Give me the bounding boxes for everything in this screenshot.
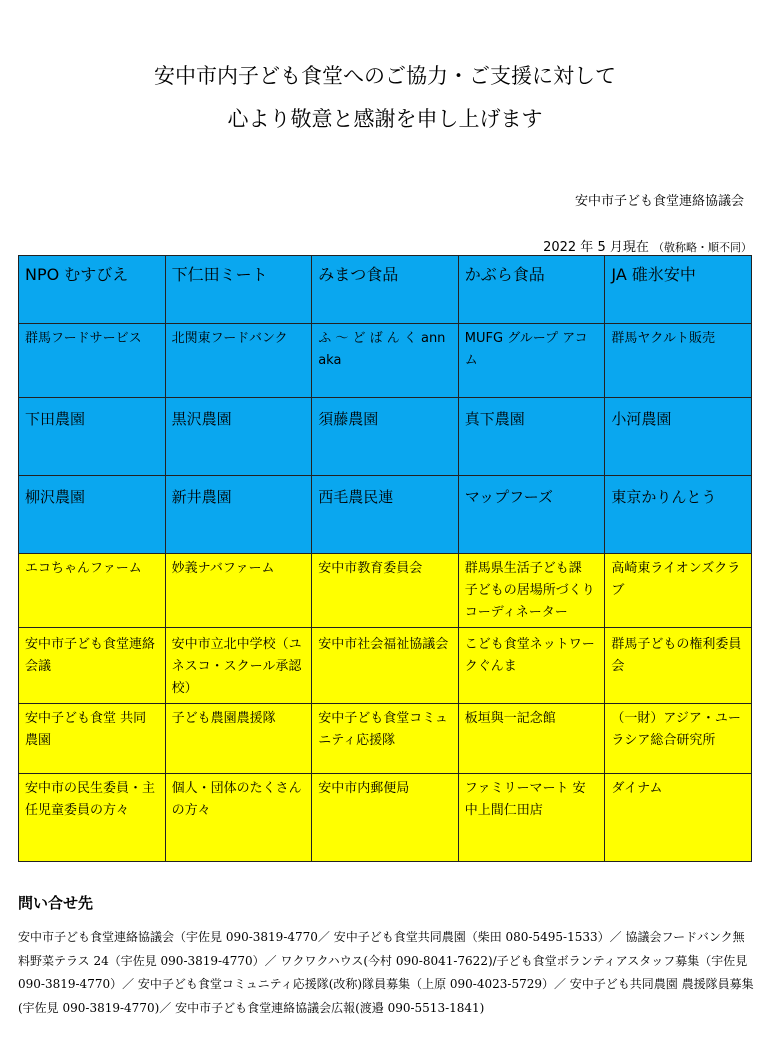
supporters-table xyxy=(18,255,752,862)
table-cell: 下田農園 xyxy=(19,398,166,476)
table-cell: 安中市内郵便局 xyxy=(312,774,459,862)
table-cell: 群馬フードサービス xyxy=(19,324,166,398)
table-cell: 黒沢農園 xyxy=(165,398,312,476)
table-row xyxy=(19,324,752,398)
table-cell: 安中市の民生委員・主任児童委員の方々 xyxy=(19,774,166,862)
table-cell: JA 碓氷安中 xyxy=(605,256,752,324)
table-cell: 群馬県生活子ども課 子どもの居場所づくりコーディネーター xyxy=(458,554,605,628)
contact-text: 安中市子ども食堂連絡協議会（宇佐見 090-3819-4770／ 安中子ども食堂共同農園（柴田 080-5495-1533）／ 協議会フードバンク無料野菜テラス 24（宇佐見 090-3819-4770）／ ワクワクハウス(今村 090-8041-7622)/子ども食堂ボランティアスタッフ募集（宇佐見 090-3819-4770）／ 安中子ども食堂コミュニティ応援隊(改称)隊員募集（上原 090-4023-5729）／ 安中子ども共同農園 農援隊員募集(宇佐見 090-3819-4770)／ 安中市子ども食堂連絡協議会広報(渡邉 090-5513-1841) xyxy=(18,930,754,1015)
date-line xyxy=(543,236,752,255)
table-cell: 新井農園 xyxy=(165,476,312,554)
date-text: 2022 年 5 月現在 xyxy=(543,240,649,255)
table-cell: ふ ～ ど ば ん く annaka xyxy=(312,324,459,398)
table-cell: 板垣與一記念館 xyxy=(458,704,605,774)
table-cell: 安中子ども食堂コミュニティ応援隊 xyxy=(312,704,459,774)
organization-name: 安中市子ども食堂連絡協議会 xyxy=(574,194,744,209)
table-cell: 真下農園 xyxy=(458,398,605,476)
table-cell: MUFG グループ アコム xyxy=(458,324,605,398)
table-cell: 下仁田ミート xyxy=(165,256,312,324)
table-cell: 安中子ども食堂 共同農園 xyxy=(19,704,166,774)
table-cell: マップフーズ xyxy=(458,476,605,554)
table-cell: NPO むすびえ xyxy=(19,256,166,324)
table-cell: 小河農園 xyxy=(605,398,752,476)
table-row xyxy=(19,628,752,704)
table-cell: 子ども農園農援隊 xyxy=(165,704,312,774)
table-cell: 東京かりんとう xyxy=(605,476,752,554)
table-cell: 柳沢農園 xyxy=(19,476,166,554)
title-line-1: 安中市内子ども食堂へのご協力・ご支援に対して xyxy=(154,64,616,88)
contact-heading: 問い合せ先 xyxy=(18,894,94,912)
table-cell: 安中市教育委員会 xyxy=(312,554,459,628)
table-row xyxy=(19,398,752,476)
table-cell: 安中市立北中学校（ユネスコ・スクール承認校） xyxy=(165,628,312,704)
table-cell: 高崎東ライオンズクラブ xyxy=(605,554,752,628)
table-cell: こども食堂ネットワークぐんま xyxy=(458,628,605,704)
table-row xyxy=(19,704,752,774)
table-cell: 安中市子ども食堂連絡会議 xyxy=(19,628,166,704)
title-line-2: 心より敬意と感謝を申し上げます xyxy=(227,107,543,131)
date-note: （敬称略・順不同） xyxy=(653,241,752,254)
table-cell: エコちゃんファーム xyxy=(19,554,166,628)
table-cell: （一財）アジア・ユーラシア総合研究所 xyxy=(605,704,752,774)
table-cell: 妙義ナバファーム xyxy=(165,554,312,628)
table-cell: 安中市社会福祉協議会 xyxy=(312,628,459,704)
table-row xyxy=(19,774,752,862)
table-cell: 群馬ヤクルト販売 xyxy=(605,324,752,398)
table-cell: 西毛農民連 xyxy=(312,476,459,554)
table-row xyxy=(19,256,752,324)
table-cell: ダイナム xyxy=(605,774,752,862)
table-row xyxy=(19,554,752,628)
table-cell: かぶら食品 xyxy=(458,256,605,324)
table-cell: 個人・団体のたくさんの方々 xyxy=(165,774,312,862)
table-cell: 群馬子どもの権利委員会 xyxy=(605,628,752,704)
table-cell: 須藤農園 xyxy=(312,398,459,476)
table-cell: 北関東フードバンク xyxy=(165,324,312,398)
table-cell: みまつ食品 xyxy=(312,256,459,324)
table-row xyxy=(19,476,752,554)
table-cell: ファミリーマート 安中上間仁田店 xyxy=(458,774,605,862)
